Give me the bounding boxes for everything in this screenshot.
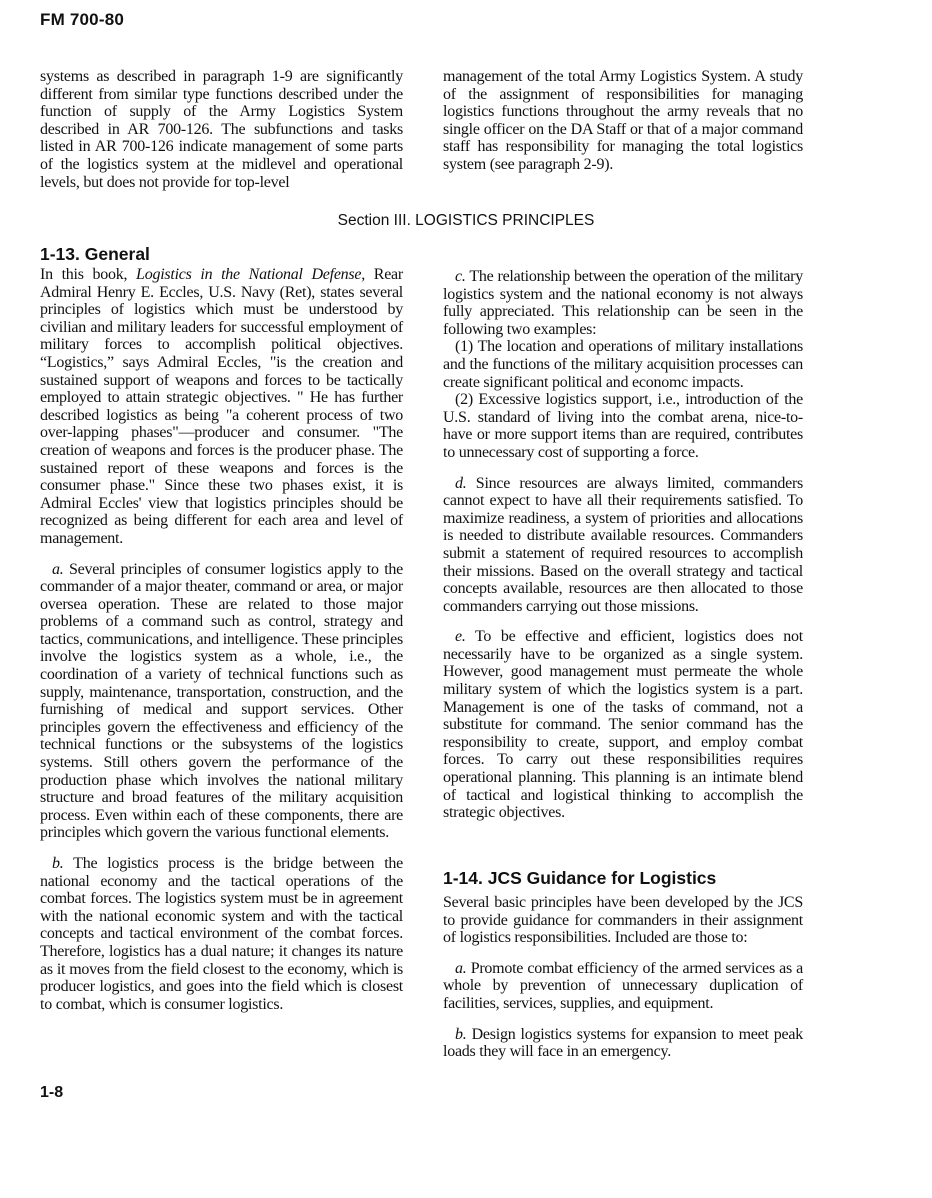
paragraph-d: [443, 475, 803, 616]
paragraph-c-text: The relationship between the operation of the military logistics system and the national economy is not always fully appreciated. This relationship can be seen in the following two examples:: [443, 268, 803, 338]
paragraph-a-text: Several principles of consumer logistics apply to the commander of a major theater, command or area, or major oversea operation. These are related to those major problems of a command such as control, strategy and tactics, communications, and intelligence. These principles involve the logistics system as a whole, i.e., the coordination of a variety of technical functions such as supply, maintenance, transportation, construction, and the furnishing of medical and support services. Other principles govern the effectiveness and efficiency of the technical functions or the subsystems of the logistics systems. Still others govern the performance of the production phase which involves the national military structure and broad features of the military acquisition process. Even within each of these components, there are principles which govern the various functional elements.: [40, 560, 403, 842]
paragraph-c1: (1) The location and operations of military installations and the functions of the military acquisition processes can create significant political and economc impacts.: [443, 338, 803, 391]
item-letter: c.: [455, 268, 466, 285]
item-letter: a.: [52, 560, 64, 578]
paragraph-c: [443, 268, 803, 338]
jcs-paragraph-b: [443, 1026, 803, 1061]
continued-paragraph-end: management of the total Army Logistics System. A study of the assignment of responsibilities for managing logistics functions throughout the army reveals that no single officer on the DA Staff or that of a major command staff has responsibility for managing the total logistics system (see paragraph 2-9).: [443, 68, 803, 173]
paragraph-e-text: To be effective and efficient, logistics does not necessarily have to be organized as a single system. However, good management must permeate the whole military system of which the logistics system is a part. Management is one of the tasks of command, not a substitute for command. The senior command has the responsibility to create, support, and employ combat forces. To carry out these responsibilities requires operational planning. This planning is an intimate blend of tactical and logistical thinking to accomplish the strategic objectives.: [443, 628, 803, 822]
item-letter: d.: [455, 474, 467, 492]
paragraph-b: [40, 855, 403, 1013]
section-title: Section III. LOGISTICS PRINCIPLES: [337, 212, 595, 229]
intro-body: Rear Admiral Henry E. Eccles, U.S. Navy (Ret), states several principles of logistics which must be understood by civilian and military leaders for successful employment of military forces to accomplish political objectives. “Logistics,” says Admiral Eccles, "is the creation and sustained support of weapons and forces to be tactically employed to attain strategic objectives. " He has further described logistics as being "a coherent process of two over-lapping phases"—producer and consumer. "The creation of weapons and forces is the producer phase. The sustained report of these weapons and forces is the consumer phase." Since these two phases exist, it is Admiral Eccles' view that logistics principles should be recognized as being different for each area and level of management.: [40, 266, 403, 547]
jcs-paragraph-a: [443, 960, 803, 1013]
document-id: FM 700-80: [40, 10, 125, 29]
item-letter: a.: [455, 959, 467, 977]
item-letter: b.: [52, 855, 64, 872]
top-left-column: [40, 68, 403, 204]
paragraph-a: [40, 561, 403, 843]
item-letter: b.: [455, 1025, 467, 1043]
paragraph-d-text: Since resources are always limited, commanders cannot expect to have all their requirements satisfied. To maximize readiness, a system of priorities and allocations is needed to distribute available resources. Commanders submit a statement of required resources to accomplish their missions. Based on the overall strategy and tactical concepts available, resources are then allocated to those commanders carrying out those missions.: [443, 474, 803, 615]
heading-jcs-guidance: 1-14. JCS Guidance for Logistics: [443, 868, 717, 888]
intro-lead: In this book,: [40, 266, 137, 283]
item-letter: e.: [455, 628, 466, 646]
continued-paragraph: systems as described in paragraph 1-9 are significantly different from similar type functions described under the function of supply of the Army Logistics System described in AR 700-126. The subfunctions and tasks listed in AR 700-126 indicate management of some parts of the logistics system at the midlevel and operational levels, but does not provide for top-level: [40, 68, 403, 191]
jcs-intro: Several basic principles have been developed by the JCS to provide guidance for commanders in their assignment of logistics responsibilities. Included are those to:: [443, 894, 803, 947]
jcs-paragraph-a-text: Promote combat efficiency of the armed services as a whole by prevention of unnecessary duplication of facilities, services, supplies, and equipment.: [443, 959, 803, 1012]
book-title: Logistics in the National Defense,: [136, 266, 365, 283]
paragraph-b-text: The logistics process is the bridge between the national economy and the tactical operations of the combat forces. The logistics system must be in agreement with the national economic system and with the tactical concepts and tactical environment of the combat forces. Therefore, logistics has a dual nature; it changes its nature as it moves from the field closest to the economy, which is producer logistics, and goes into the field which is closest to combat, which is consumer logistics.: [40, 855, 403, 1013]
paragraph-intro: [40, 266, 403, 548]
left-main-column: [40, 266, 403, 1026]
top-right-column: [443, 68, 803, 187]
heading-general: 1-13. General: [40, 244, 150, 264]
page-number: 1-8: [40, 1084, 64, 1101]
jcs-paragraph-b-text: Design logistics systems for expansion to meet peak loads they will face in an emergency.: [443, 1025, 803, 1061]
jcs-column: [443, 894, 803, 1074]
right-main-column: [443, 268, 803, 835]
paragraph-c2: (2) Excessive logistics support, i.e., introduction of the U.S. standard of living into the combat arena, nice-to-have or more support items than are required, contributes to unnecessary cost of supporting a force.: [443, 391, 803, 461]
paragraph-e: [443, 628, 803, 822]
